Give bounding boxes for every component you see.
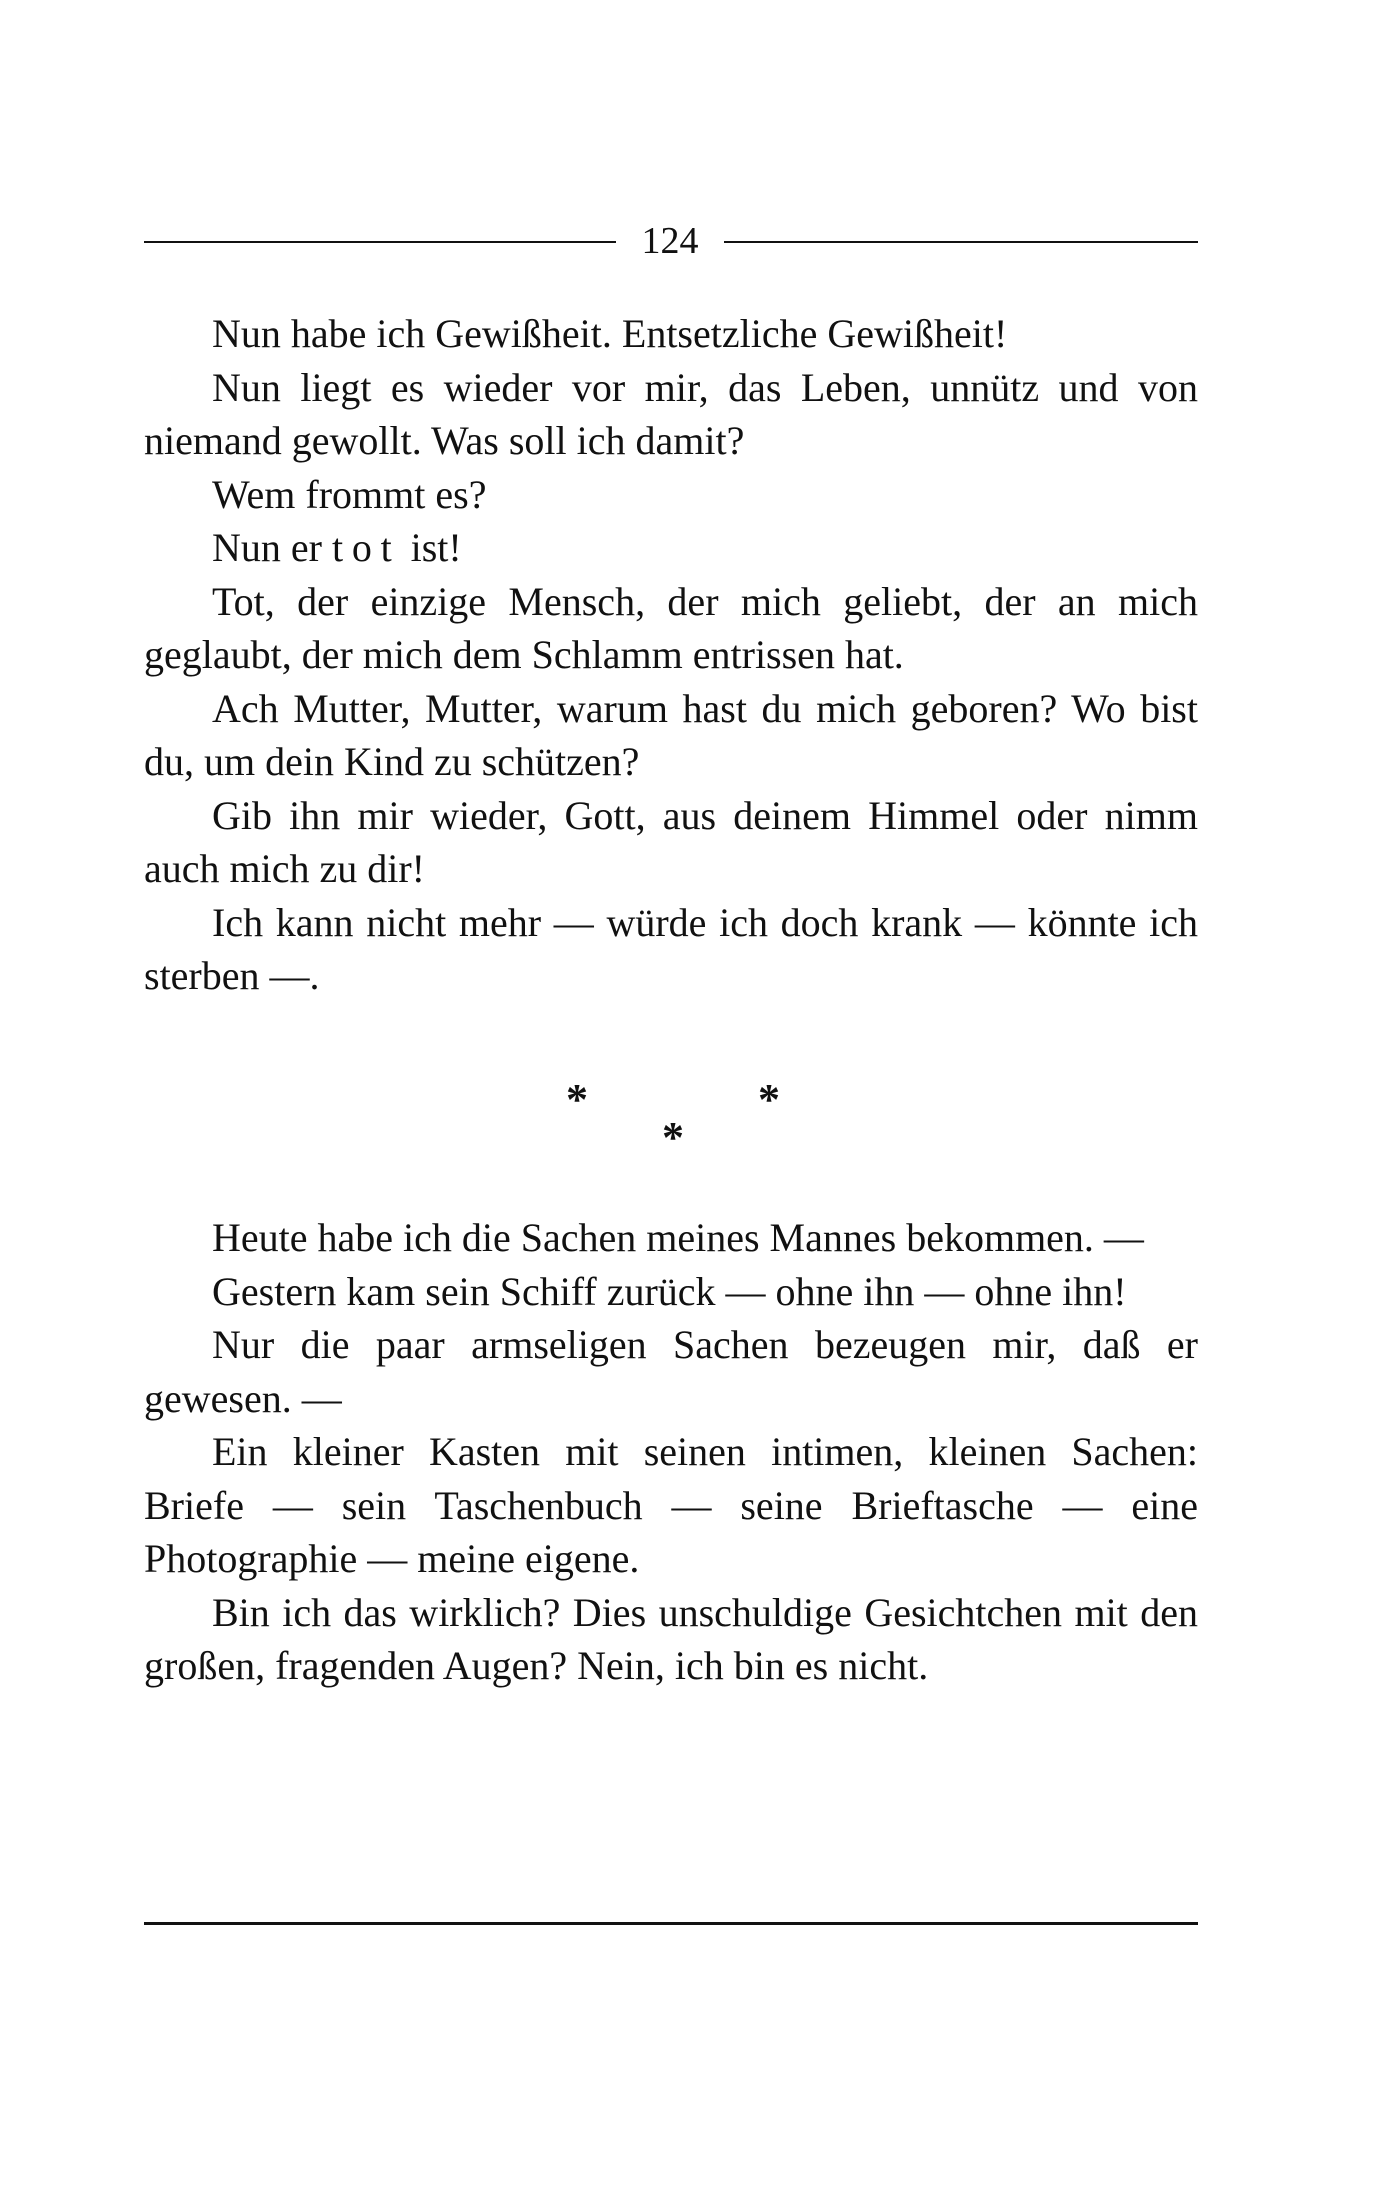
paragraph: Ach Mutter, Mutter, warum hast du mich geboren? Wo bist du, um dein Kind zu schützen?	[144, 685, 1198, 784]
page-header	[144, 216, 1198, 266]
section-separator	[540, 1075, 780, 1168]
header-rule-left	[144, 241, 616, 243]
asterisk: *	[758, 1075, 780, 1124]
paragraph: Wem frommt es?	[212, 471, 487, 517]
paragraph: Ich kann nicht mehr — würde ich doch krank — könnte ich sterben —.	[144, 899, 1198, 998]
paragraph: Nun habe ich Gewißheit. Entsetzliche Gewißheit!	[212, 311, 1008, 356]
asterisk: *	[662, 1113, 684, 1162]
text-section-one	[144, 307, 1198, 1003]
emphasized-word: tot	[331, 525, 401, 570]
header-rule-right	[724, 241, 1198, 243]
paragraph-text: Nun er	[212, 525, 322, 570]
paragraph: Nur die paar armseligen Sachen bezeugen mir, daß er gewesen. —	[144, 1322, 1198, 1421]
paragraph: Ein kleiner Kasten mit seinen intimen, kleinen Sachen: Briefe — sein Taschenbuch — seine Brieftasche — eine Photographie — meine eigene.	[144, 1429, 1198, 1581]
paragraph-text: ist!	[410, 525, 462, 570]
page-number: 124	[641, 220, 699, 262]
asterisk: *	[566, 1075, 588, 1124]
paragraph: Tot, der einzige Mensch, der mich geliebt, der an mich geglaubt, der mich dem Schlamm entrissen hat.	[144, 578, 1198, 677]
paragraph: Nun liegt es wieder vor mir, das Leben, unnütz und von niemand gewollt. Was soll ich damit?	[144, 364, 1198, 463]
paragraph: Heute habe ich die Sachen meines Mannes bekommen. —	[212, 1215, 1144, 1260]
paragraph: Bin ich das wirklich? Dies unschuldige Gesichtchen mit den großen, fragenden Augen? Nein, ich bin es nicht.	[144, 1589, 1198, 1688]
text-section-two	[144, 1211, 1198, 1693]
paragraph	[144, 521, 1198, 575]
paragraph: Gestern kam sein Schiff zurück — ohne ihn — ohne ihn!	[212, 1268, 1127, 1314]
paragraph: Gib ihn mir wieder, Gott, aus deinem Himmel oder nimm auch mich zu dir!	[144, 792, 1198, 891]
footer-rule	[144, 1922, 1198, 1925]
